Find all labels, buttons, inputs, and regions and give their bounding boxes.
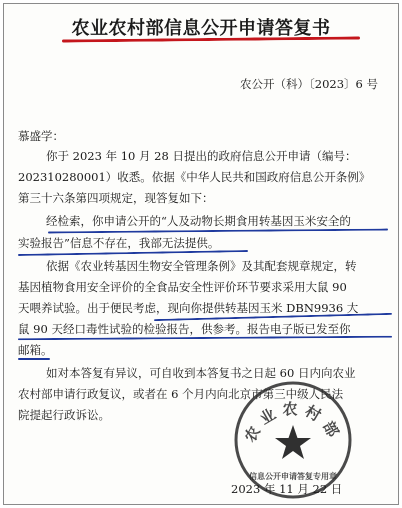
body-line: 农村部申请行政复议，或者在 6 个月内向北京市第三中级人民法	[18, 387, 344, 401]
highlight-underline	[18, 358, 50, 360]
highlight-underline	[18, 250, 248, 256]
seal-arc-text: 农业农村部	[240, 399, 346, 446]
body-line: 依据《农业转基因生物安全管理条例》及其配套规章规定，转	[46, 259, 357, 273]
seal-star-icon	[275, 425, 311, 459]
document-number: 农公开（科）〔2023〕6 号	[240, 77, 378, 91]
reply-letter-page	[3, 3, 399, 505]
body-line: 鼠 90 天经口毒性试验的检验报告，供参考。报告电子版已发至你	[18, 322, 351, 336]
page-title: 农业农村部信息公开申请答复书	[71, 18, 331, 39]
highlight-underline	[18, 336, 392, 341]
issue-date: 2023 年 11 月 22 日	[231, 482, 343, 496]
body-line: 基因植物食用安全评价的全食品安全性评价环节要求采用大鼠 90	[18, 280, 347, 294]
body-line: 你于 2023 年 10 月 28 日提出的政府信息公开申请（编号：	[46, 149, 357, 163]
seal-bottom-text: 信息公开申请答复专用章	[249, 472, 337, 481]
body-line: 202310280001）收悉。依据《中华人民共和国政府信息公开条例》	[18, 170, 371, 184]
body-line: 邮箱。	[18, 343, 53, 357]
highlight-underline	[48, 229, 388, 234]
body-line: 院提起行政诉讼。	[18, 408, 110, 422]
body-line: 天喂养试验。出于便民考虑，现向你提供转基因玉米 DBN9936 大	[18, 301, 359, 315]
body-line: 第三十六条第四项规定，现答复如下：	[18, 191, 214, 205]
body-line: 如对本答复有异议，可自收到本答复书之日起 60 日内向农业	[46, 366, 356, 380]
body-line: 实验报告”信息不存在，我部无法提供。	[18, 236, 220, 250]
salutation: 慕盛学：	[18, 129, 64, 143]
body-line: 经检索，你申请公开的“人及动物长期食用转基因玉米安全的	[46, 214, 351, 228]
